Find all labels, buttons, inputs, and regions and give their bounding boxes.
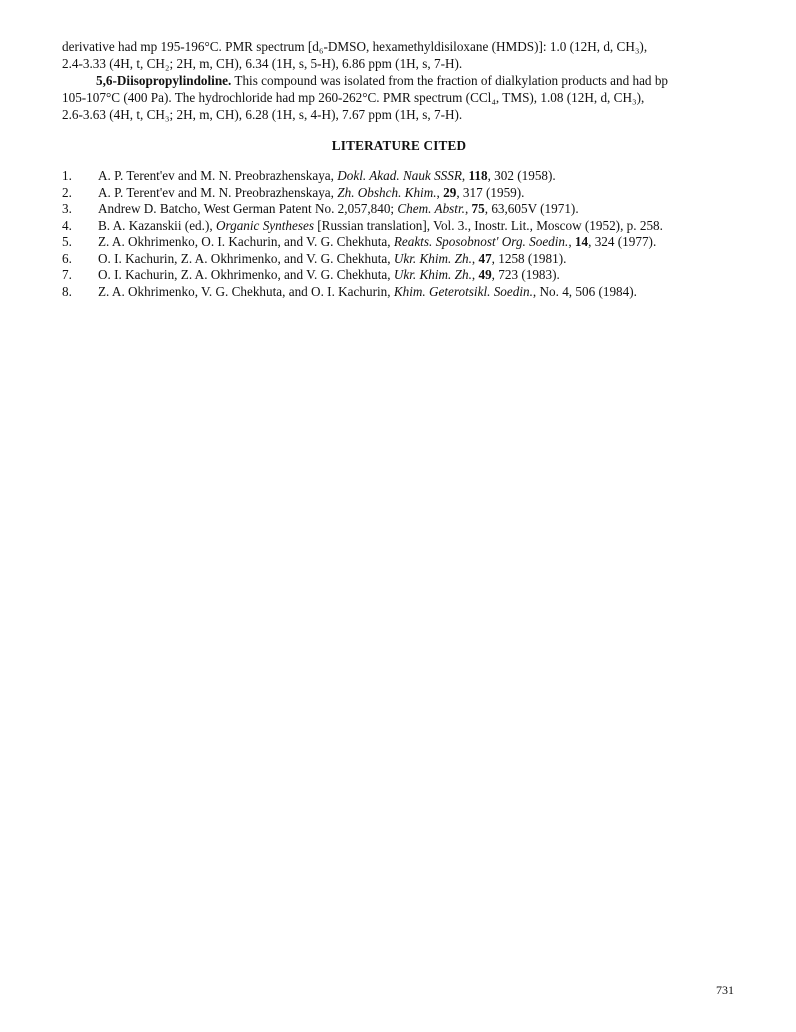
reference-number: 1.: [62, 168, 72, 183]
reference-text: A. P. Terent'ev and M. N. Preobrazhenskaya, Dokl. Akad. Nauk SSSR, 118, 302 (1958).: [98, 168, 556, 183]
reference-item: [62, 284, 736, 301]
reference-text: O. I. Kachurin, Z. A. Okhrimenko, and V. G. Chekhuta, Ukr. Khim. Zh., 47, 1258 (1981).: [98, 250, 567, 266]
paragraph-line: 105-107°C (400 Pa). The hydrochloride had mp 260-262°C. PMR spectrum (CCl₄, TMS), 1.08 (12H, d, CH₃),: [62, 90, 645, 105]
experimental-paragraph-1: [62, 38, 736, 72]
paragraph-line: derivative had mp 195-196°C. PMR spectrum [d₆-DMSO, hexamethyldisiloxane (HMDS)]: 1.0 (12H, d, CH₃),: [62, 39, 648, 54]
volume-number: 49: [478, 267, 492, 282]
reference-item: [62, 234, 736, 251]
reference-number: 5.: [62, 234, 72, 249]
reference-number: 2.: [62, 184, 72, 200]
reference-list: [62, 168, 736, 300]
reference-item: [62, 251, 736, 268]
paragraph-line: 2.4-3.33 (4H, t, CH₂; 2H, m, CH), 6.34 (1H, s, 5-H), 6.86 ppm (1H, s, 7-H).: [62, 56, 463, 71]
reference-number: 6.: [62, 250, 72, 266]
journal-name: Reakts. Sposobnost' Org. Soedin.: [393, 234, 569, 249]
volume-number: 118: [468, 168, 488, 183]
reference-number: 3.: [62, 201, 72, 216]
reference-text: Z. A. Okhrimenko, O. I. Kachurin, and V. G. Chekhuta, Reakts. Sposobnost' Org. Soedin., 14, 324 (1977).: [98, 234, 657, 249]
reference-item: [62, 201, 736, 218]
page-body: [62, 38, 736, 300]
section-title: LITERATURE CITED: [331, 138, 467, 153]
paragraph-text: This compound was isolated from the fraction of dialkylation products and had bp: [231, 73, 669, 88]
volume-number: 14: [574, 234, 589, 249]
volume-number: 47: [478, 250, 492, 266]
page-number: 731: [716, 983, 734, 997]
experimental-paragraph-2: [62, 72, 736, 123]
journal-name: Ukr. Khim. Zh.: [393, 267, 472, 282]
paragraph-line: [62, 72, 736, 89]
journal-name: Zh. Obshch. Khim.: [337, 184, 437, 200]
journal-name: Khim. Geterotsikl. Soedin.: [393, 283, 533, 299]
reference-item: [62, 168, 736, 185]
volume-number: 75: [471, 201, 485, 216]
reference-text: Andrew D. Batcho, West German Patent No. 2,057,840; Chem. Abstr., 75, 63,605V (1971).: [98, 201, 579, 216]
volume-number: 29: [443, 184, 457, 200]
reference-text: B. A. Kazanskii (ed.), Organic Syntheses [Russian translation], Vol. 3., Inostr. Lit., Moscow (1952), p. 258.: [98, 217, 663, 233]
reference-text: O. I. Kachurin, Z. A. Okhrimenko, and V. G. Chekhuta, Ukr. Khim. Zh., 49, 723 (1983).: [98, 267, 560, 282]
reference-text: Z. A. Okhrimenko, V. G. Chekhuta, and O. I. Kachurin, Khim. Geterotsikl. Soedin., No. 4, 506 (1984).: [98, 283, 637, 299]
journal-name: Chem. Abstr.: [397, 201, 465, 216]
journal-name: Ukr. Khim. Zh.: [393, 250, 472, 266]
reference-item: [62, 218, 736, 235]
reference-text: A. P. Terent'ev and M. N. Preobrazhenskaya, Zh. Obshch. Khim., 29, 317 (1959).: [98, 184, 525, 200]
reference-item: [62, 267, 736, 284]
paragraph-line: 2.6-3.63 (4H, t, CH₃; 2H, m, CH), 6.28 (1H, s, 4-H), 7.67 ppm (1H, s, 7-H).: [62, 107, 463, 122]
reference-number: 8.: [62, 283, 72, 299]
journal-name: Dokl. Akad. Nauk SSSR: [337, 168, 462, 183]
reference-number: 7.: [62, 267, 72, 282]
compound-heading: 5,6-Diisopropylindoline.: [96, 73, 232, 88]
reference-item: [62, 185, 736, 202]
journal-name: Organic Syntheses: [215, 217, 314, 233]
reference-number: 4.: [62, 217, 72, 233]
